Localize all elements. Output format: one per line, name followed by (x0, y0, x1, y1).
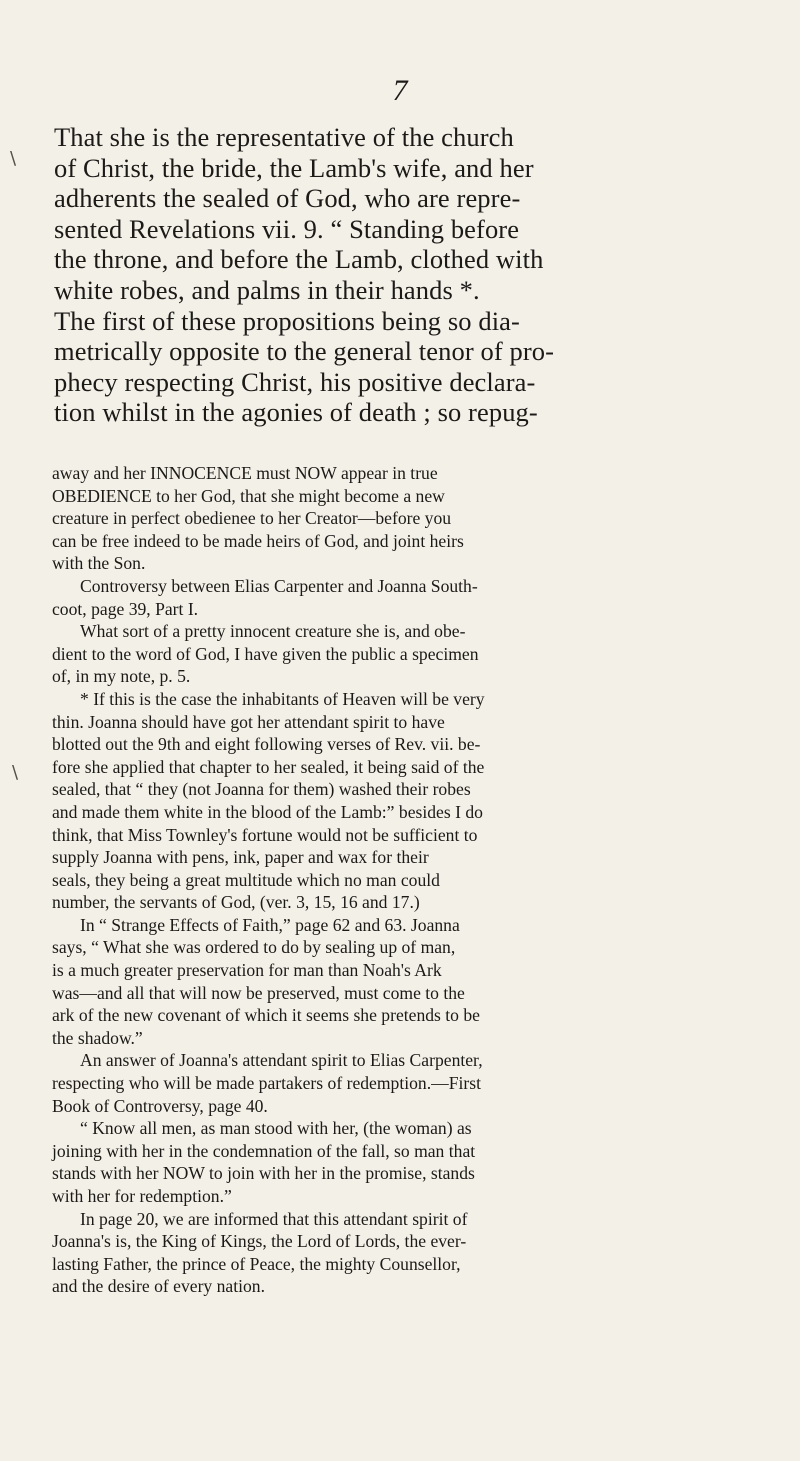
note-line: OBEDIENCE to her God, that she might become a new (52, 485, 445, 506)
note-line: and made them white in the blood of the Lamb:” besides I do (52, 801, 483, 822)
note-line: seals, they being a great multitude which no man could (52, 869, 440, 890)
note-line: An answer of Joanna's attendant spirit to Elias Carpenter, (80, 1050, 483, 1071)
page-number: 7 (392, 74, 408, 107)
note-line: coot, page 39, Part I. (52, 598, 199, 619)
note-paragraph (52, 914, 772, 1050)
main-text-line: tion whilst in the agonies of death ; so repug- (54, 397, 538, 428)
main-text-line: of Christ, the bride, the Lamb's wife, and her (54, 152, 534, 183)
note-paragraph (52, 688, 772, 914)
note-line: dient to the word of God, I have given the public a specimen (52, 643, 479, 664)
note-line: “ Know all men, as man stood with her, (the woman) as (80, 1118, 472, 1139)
main-text-line: the throne, and before the Lamb, clothed with (54, 244, 544, 275)
main-text-line: white robes, and palms in their hands *. (54, 274, 480, 305)
note-line: * If this is the case the inhabitants of Heaven will be very (80, 688, 485, 709)
note-paragraph (52, 620, 772, 688)
note-line: lasting Father, the prince of Peace, the mighty Counsellor, (52, 1253, 461, 1274)
note-line: and the desire of every nation. (52, 1276, 265, 1297)
note-line: fore she applied that chapter to her sealed, it being said of the (52, 756, 485, 777)
note-line: In “ Strange Effects of Faith,” page 62 and 63. Joanna (80, 914, 460, 935)
note-line: think, that Miss Townley's fortune would not be sufficient to (52, 824, 478, 845)
note-line: Controversy between Elias Carpenter and Joanna South- (80, 575, 478, 596)
margin-mark-icon: \ (10, 148, 17, 169)
note-line: can be free indeed to be made heirs of God, and joint heirs (52, 530, 464, 551)
note-line: number, the servants of God, (ver. 3, 15, 16 and 17.) (52, 892, 420, 913)
note-line: sealed, that “ they (not Joanna for them) washed their robes (52, 779, 471, 800)
note-paragraph (52, 575, 772, 620)
note-paragraph (52, 462, 772, 575)
note-line: stands with her NOW to join with her in the promise, stands (52, 1163, 475, 1184)
main-text-line: That she is the representative of the church (54, 122, 514, 152)
note-line: says, “ What she was ordered to do by sealing up of man, (52, 937, 456, 958)
note-line: is a much greater preservation for man than Noah's Ark (52, 960, 442, 981)
note-line: What sort of a pretty innocent creature she is, and obe- (80, 621, 466, 642)
note-line: thin. Joanna should have got her attendant spirit to have (52, 711, 445, 732)
main-text-line: adherents the sealed of God, who are repre- (54, 183, 521, 214)
margin-mark-icon: \ (12, 762, 19, 783)
note-line: with the Son. (52, 553, 146, 574)
main-text-line: sented Revelations vii. 9. “ Standing before (54, 213, 520, 244)
note-line: ark of the new covenant of which it seems she pretends to be (52, 1005, 480, 1026)
note-line: creature in perfect obedienee to her Creator—before you (52, 508, 452, 529)
note-line: supply Joanna with pens, ink, paper and wax for their (52, 847, 429, 868)
note-line: joining with her in the condemnation of the fall, so man that (52, 1140, 476, 1161)
note-paragraph (52, 1049, 772, 1117)
note-line: respecting who will be made partakers of redemption.—First (52, 1073, 481, 1094)
note-line: In page 20, we are informed that this attendant spirit of (80, 1208, 468, 1229)
note-paragraph (52, 1208, 772, 1298)
main-text-line: metrically opposite to the general tenor of pro- (54, 336, 555, 367)
note-line: Book of Controversy, page 40. (52, 1095, 268, 1116)
note-paragraph (52, 1117, 772, 1207)
main-text-line: phecy respecting Christ, his positive declara- (54, 366, 536, 397)
note-line: with her for redemption.” (52, 1186, 232, 1206)
main-text-line: The first of these propositions being so dia- (54, 305, 520, 336)
note-line: the shadow.” (52, 1027, 143, 1048)
note-line: blotted out the 9th and eight following verses of Rev. vii. be- (52, 734, 481, 755)
note-line: away and her INNOCENCE must NOW appear in true (52, 463, 438, 483)
note-line: was—and all that will now be preserved, must come to the (52, 982, 465, 1003)
main-paragraph (54, 122, 770, 428)
note-line: Joanna's is, the King of Kings, the Lord of Lords, the ever- (52, 1231, 467, 1252)
footnotes (52, 462, 772, 1298)
note-line: of, in my note, p. 5. (52, 666, 191, 687)
